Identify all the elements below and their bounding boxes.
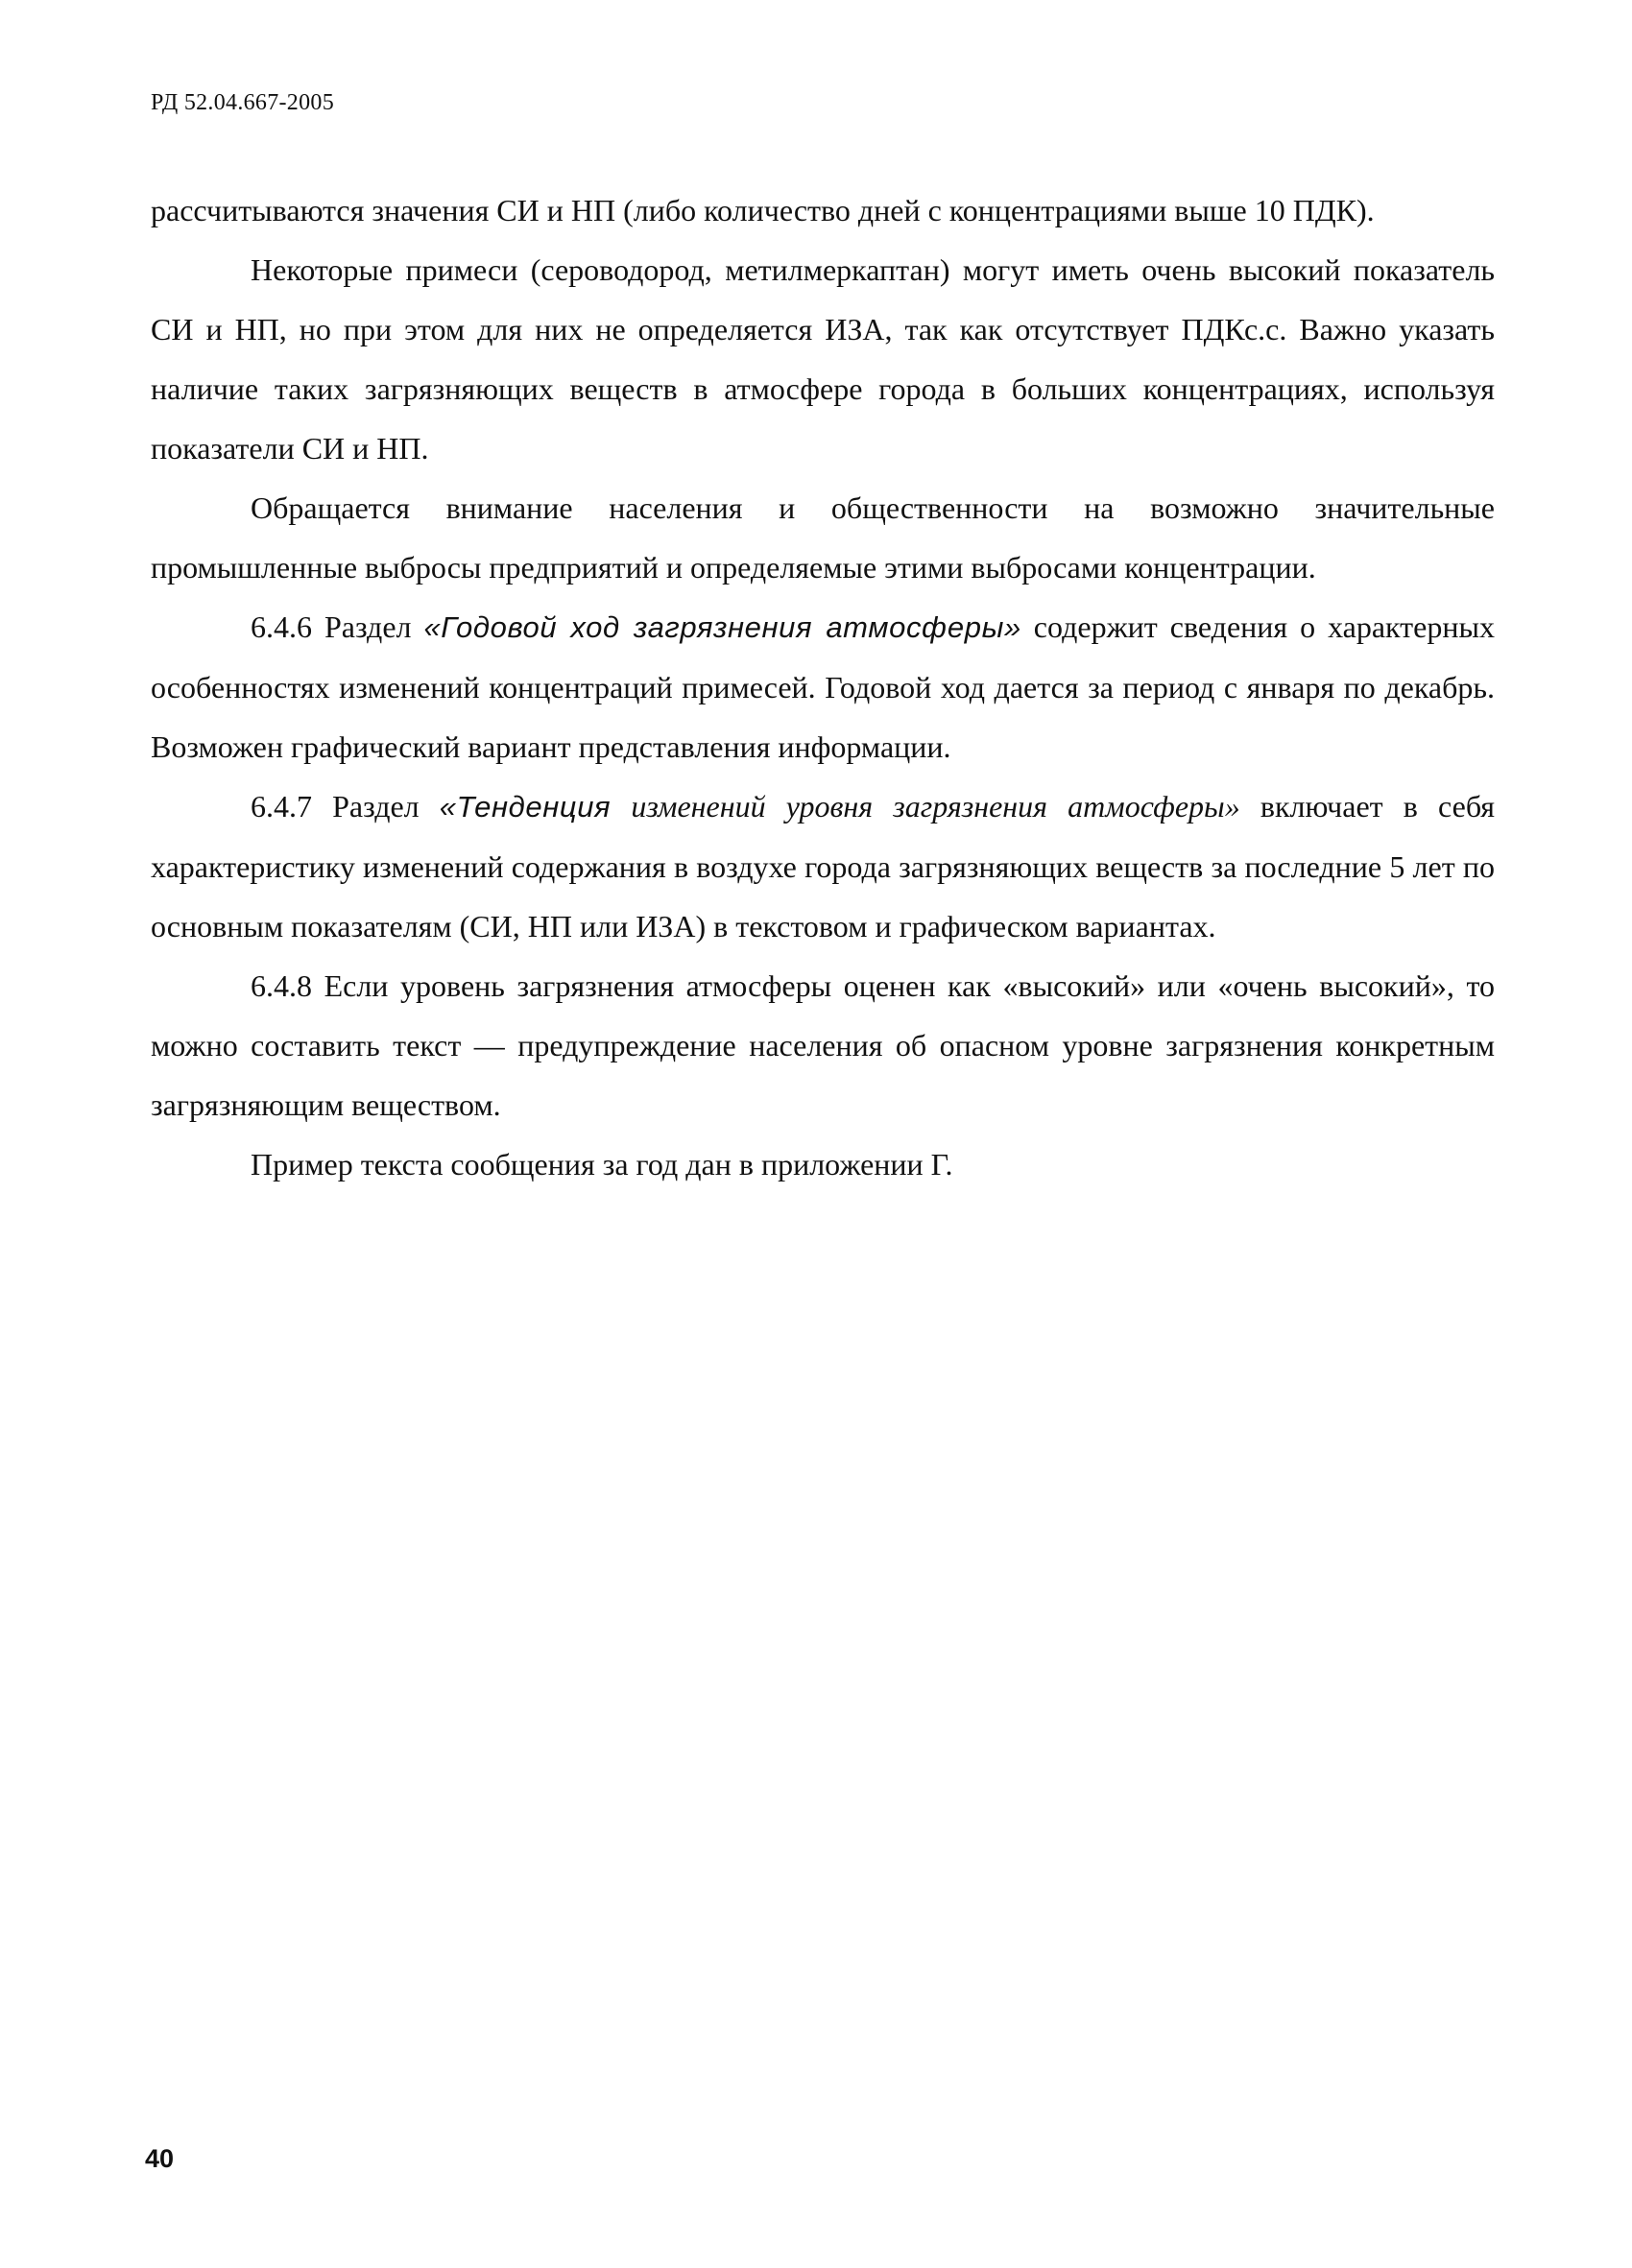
paragraph-example-reference: Пример текста сообщения за год дан в приложении Г. [251,1147,953,1182]
section-6-4-7-prefix: 6.4.7 Раздел [251,789,440,824]
paragraph-attention: Обращается внимание населения и общественности на возможно значительные промышленные выбросы предприятий и определяемые этими выбросами концентрации. [151,490,1495,585]
paragraph-section-6-4-8: 6.4.8 Если уровень загрязнения атмосферы оценен как «высокий» или «очень высокий», то можно составить текст — предупреждение населения об опасном уровне загрязнения конкретным загрязняющим веществом. [151,968,1495,1122]
section-6-4-6-text: содержит сведения о характерных особенностях изменений концентраций примесей. Годовой ход дается за период с января по декабрь. Возможен графический вариант представления информации. [151,609,1495,764]
section-6-4-7-title-start: «Тенденция [439,790,612,824]
section-6-4-7-text: включает в себя характеристику изменений содержания в воздухе города загрязняющих веществ за последние 5 лет по основным показателям (СИ, НП или ИЗА) в текстовом и графическом вариантах. [151,789,1496,943]
paragraph-impurities: Некоторые примеси (сероводород, метилмеркаптан) могут иметь очень высокий показатель СИ и НП, но при этом для них не определяется ИЗА, так как отсутствует ПДКс.с. Важно указать наличие таких загрязняющих веществ в атмосфере города в больших концентрациях, используя показатели СИ и НП. [151,252,1495,466]
document-code: РД 52.04.667-2005 [151,90,335,115]
section-6-4-6-prefix: 6.4.6 Раздел [251,609,424,644]
section-6-4-6-title: «Годовой ход загрязнения атмосферы» [423,610,1021,644]
page-number: 40 [145,2144,175,2173]
body-text [151,180,1495,1194]
paragraph-continuation: рассчитываются значения СИ и НП (либо количество дней с концентрациями выше 10 ПДК). [151,193,1375,227]
paragraph-section-6-4-6 [151,597,1495,776]
paragraph-section-6-4-7 [151,776,1495,956]
section-6-4-7-title-end: изменений уровня загрязнения атмосферы» [611,789,1240,824]
